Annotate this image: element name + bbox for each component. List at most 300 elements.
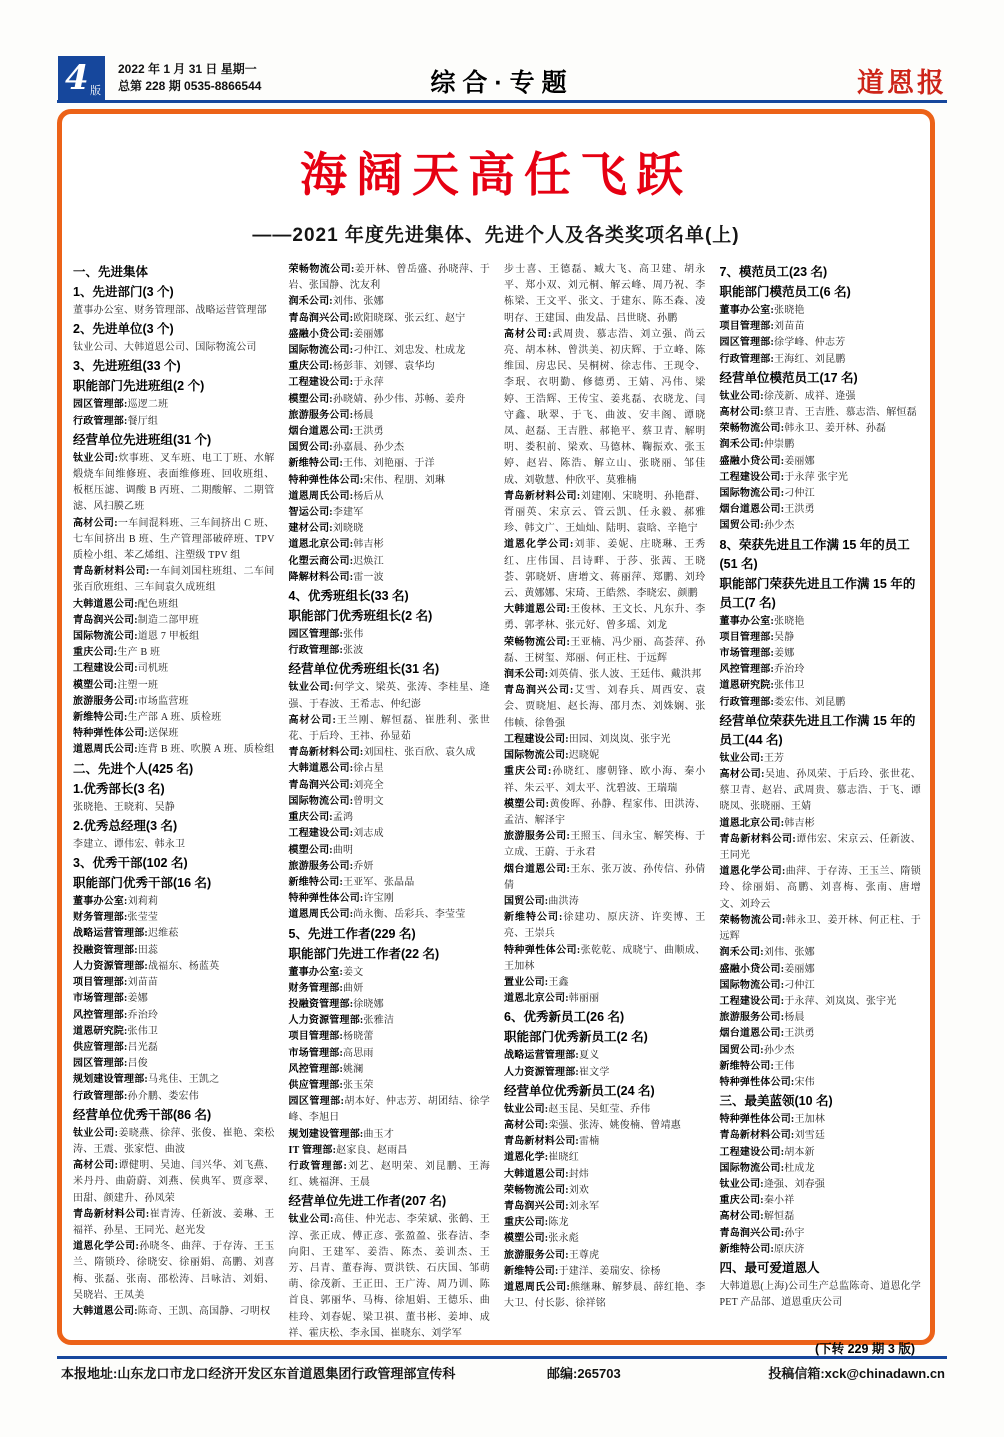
names-text: 刁仲江 xyxy=(784,488,815,500)
issue-line: 总第 228 期 0535-8866544 xyxy=(118,79,262,93)
names-text: 韩永卫、姜开林、何正柱、于远辉 xyxy=(719,914,921,943)
award-entry xyxy=(720,518,922,534)
names-text: 王亚军、张晶晶 xyxy=(343,876,415,888)
company-label: 国贸公司: xyxy=(504,895,549,907)
company-label: 润禾公司: xyxy=(504,669,549,681)
section-heading: 二、先进个人(425 名) xyxy=(73,761,194,776)
award-entry xyxy=(504,1048,706,1064)
award-entry xyxy=(73,564,275,596)
names-text: 迟维菘 xyxy=(147,928,179,940)
text-column-4 xyxy=(719,262,922,1357)
names-text: 生产 B 班 xyxy=(117,647,161,659)
names-text: 王海红、刘昆鹏 xyxy=(774,353,846,365)
award-entry xyxy=(720,1161,922,1177)
company-label: 工程建设公司: xyxy=(73,663,138,675)
award-entry xyxy=(504,667,706,683)
award-entry xyxy=(289,778,491,794)
names-text: 艾雪、刘春兵、周西安、袁会、贾晓旭、赵长海、邵月杰、刘姝娴、张伟帧、徐鲁强 xyxy=(504,685,706,729)
award-entry xyxy=(720,1226,922,1242)
subsection-heading: 经营单位优秀干部(86 名) xyxy=(73,1107,212,1122)
names-text: 田园、刘岚岚、张宇光 xyxy=(568,733,671,745)
award-entry xyxy=(73,742,275,758)
company-label: 重庆公司: xyxy=(719,1195,764,1207)
award-entry xyxy=(504,894,706,910)
article-subtitle: ——2021 年度先进集体、先进个人及各类奖项名单(上) xyxy=(252,225,740,246)
names-text: 吕光磊 xyxy=(127,1041,159,1053)
award-entry xyxy=(720,454,922,470)
award-entry xyxy=(720,1145,922,1161)
names-text: 刘国柱、张百欣、袁久成 xyxy=(363,747,476,759)
names-text: 韩永卫、姜开林、孙磊 xyxy=(784,423,887,435)
company-label: 项目管理部: xyxy=(288,1031,344,1043)
company-label: 工程建设公司: xyxy=(504,733,569,745)
company-label: 钛业公司: xyxy=(288,1214,334,1226)
names-text: 刘苗苗 xyxy=(127,977,159,989)
award-entry xyxy=(720,1075,922,1091)
section-title: 综合·专题 xyxy=(430,69,574,97)
company-label: 烟台道恩公司: xyxy=(719,504,785,516)
company-label: 风控管理部: xyxy=(73,1009,128,1021)
award-entry xyxy=(289,1212,491,1342)
award-entry xyxy=(504,635,706,667)
names-text: 王尊虎 xyxy=(568,1249,600,1261)
award-entry xyxy=(720,352,922,368)
names-text: 蔡卫青、王吉胜、慕志浩、解恒磊 xyxy=(763,407,917,419)
names-text: 制造二部甲班 xyxy=(137,614,199,626)
names-text: 一车间混料班、三车间挤出 C 班、七车间挤出 B 班、生产管理部破碎班、TPV 质检小组、苯乙烯组、注塑级 TPV 组 xyxy=(73,517,275,562)
company-label: 市场管理部: xyxy=(73,993,128,1005)
award-entry xyxy=(289,1094,491,1126)
company-label: 模塑公司: xyxy=(288,844,333,856)
names-text: 姜开林、曾岳盛、孙晓萍、于岩、张国静、沈友利 xyxy=(288,264,490,292)
names-text: 刘亮全 xyxy=(353,779,384,791)
award-entry xyxy=(504,1280,706,1312)
award-entry xyxy=(720,389,922,405)
company-label: 园区管理部: xyxy=(288,629,344,641)
names-text: 王照玉、闫永宝、解笑梅、于立成、王蔚、于永君 xyxy=(504,831,706,859)
names-text: 李建军 xyxy=(332,507,364,519)
names-text: 刘志成 xyxy=(353,828,384,840)
company-label: 国际物流公司: xyxy=(719,979,785,991)
names-text: 刘伟、张娜 xyxy=(763,947,815,959)
subsection-heading: 职能部门先进班组(2 个) xyxy=(73,379,205,394)
award-entry xyxy=(73,910,275,926)
company-label: 降解材料公司: xyxy=(288,571,354,583)
section-heading: 四、最可爱道恩人 xyxy=(719,1260,820,1275)
article-title: 海阔天高任飞跃 xyxy=(300,148,692,201)
names-text: 张伟卫 xyxy=(127,1025,159,1037)
company-label: 园区管理部: xyxy=(73,399,128,411)
edition-number: 4 xyxy=(65,58,89,98)
names-text: 刘英倩、张人波、王廷伟、戴洪邦 xyxy=(548,669,702,681)
subsection-heading: 职能部门荣获先进且工作满 15 年的员工(7 名) xyxy=(719,576,916,610)
award-entry xyxy=(289,826,491,842)
names-text: 徐茂新、成祥、逄强 xyxy=(763,390,856,402)
company-label: 高材公司: xyxy=(504,1119,549,1131)
award-entry xyxy=(73,1008,275,1024)
company-label: 重庆公司: xyxy=(288,812,333,824)
company-label: 烟台道恩公司: xyxy=(719,1028,785,1040)
edition-label: 版 xyxy=(90,85,101,97)
award-entry xyxy=(73,414,275,430)
names-text: 熊继琳、解梦晨、薛红艳、李大卫、付长影、徐祥铭 xyxy=(504,1281,706,1310)
company-label: 行政管理部: xyxy=(719,353,775,365)
award-entry xyxy=(720,767,922,816)
award-entry xyxy=(289,680,491,712)
names-text: 雷楠 xyxy=(578,1136,600,1148)
names-text: 曲洪涛 xyxy=(548,895,579,907)
names-text: 巡逻二班 xyxy=(127,399,169,411)
award-entry xyxy=(504,1199,706,1215)
award-entry xyxy=(73,1089,275,1105)
names-text: 王兰刚、解恒磊、崔胜利、张世花、于后玲、王祎、孙显茹 xyxy=(288,714,490,743)
company-label: 新维特公司: xyxy=(288,876,344,888)
company-label: 烟台道恩公司: xyxy=(288,426,354,438)
award-entry xyxy=(720,1193,922,1209)
company-label: 风控管理部: xyxy=(288,1063,344,1075)
award-entry xyxy=(73,1126,275,1158)
award-entry xyxy=(720,1010,922,1026)
company-label: 人力资源管理部: xyxy=(73,960,148,972)
award-entry xyxy=(289,761,491,777)
names-text: 乔妍 xyxy=(353,860,374,872)
names-text: 王洪勇 xyxy=(784,1028,815,1040)
award-entry xyxy=(504,602,706,634)
company-label: 重庆公司: xyxy=(73,647,118,659)
company-label: 投融资管理部: xyxy=(288,998,354,1010)
names-text: 徐占星 xyxy=(353,763,384,775)
names-line: 钛业公司、大韩道恩公司、国际物流公司 xyxy=(73,342,257,354)
award-entry xyxy=(289,875,491,891)
company-label: 投融资管理部: xyxy=(73,944,138,956)
company-label: 智运公司: xyxy=(288,507,333,519)
award-entry xyxy=(720,1242,922,1258)
header-rule xyxy=(57,100,947,103)
company-label: 青岛新材料公司: xyxy=(719,1130,795,1142)
names-text: 韩吉彬 xyxy=(353,539,384,551)
names-text: 刘永军 xyxy=(568,1200,600,1212)
company-label: 行政管理部: xyxy=(73,1090,128,1102)
names-text: 王东、张万波、孙传信、孙倩倩 xyxy=(504,863,706,891)
subsection-heading: 3、先进班组(33 个) xyxy=(73,359,181,374)
names-text: 赵家良、赵雨昌 xyxy=(336,1144,408,1156)
names-text: 张雅洁 xyxy=(363,1015,395,1027)
names-text: 胡本新 xyxy=(784,1146,815,1158)
footer-rule xyxy=(57,1356,947,1359)
names-text: 于永萍 xyxy=(353,377,384,389)
company-label: 模塑公司: xyxy=(288,393,333,405)
award-entry xyxy=(289,713,491,745)
subsection-heading: 经营单位先进班组(31 个) xyxy=(73,432,212,447)
subsection-heading: 职能部门优秀干部(16 名) xyxy=(73,876,212,891)
company-label: 青岛新材料公司: xyxy=(719,833,796,845)
company-label: 青岛新材料公司: xyxy=(504,490,581,502)
award-entry xyxy=(504,797,706,829)
company-label: 项目管理部: xyxy=(719,321,775,333)
page-header xyxy=(57,54,947,103)
award-entry xyxy=(73,1024,275,1040)
award-entry xyxy=(289,965,491,981)
company-label: 钛业公司: xyxy=(288,682,334,694)
award-entry xyxy=(73,678,275,694)
award-entry xyxy=(289,997,491,1013)
company-label: 大韩道恩公司: xyxy=(504,1168,569,1180)
company-label: 人力资源管理部: xyxy=(288,1015,364,1027)
names-text: 姜丽娜 xyxy=(784,455,815,467)
award-entry xyxy=(504,1183,706,1199)
award-entry xyxy=(289,907,491,923)
company-label: 新维特公司: xyxy=(504,1265,559,1277)
company-label: 道恩周氏公司: xyxy=(288,490,354,502)
award-entry xyxy=(720,1112,922,1128)
names-text: 宋伟、程朋、刘琳 xyxy=(363,474,446,486)
names-text: 孟鸿 xyxy=(332,812,354,824)
award-entry xyxy=(73,991,275,1007)
award-entry xyxy=(73,1040,275,1056)
names-text: 高佳、仲光志、李荣斌、张鹤、王淳、张正成、傅正彦、张盈盈、张春洁、李向阳、王建军、姜浩、陈杰、姜训杰、王芳、吕青、董春海、贾洪铁、石庆国、邹萌萌、徐茂新、王正田、王广涛、周乃训、陈首良、郭丽华、马梅、徐旭娟、王德乐、曲桂玲、刘春妮、梁卫祺、董书彬、姜坤、成祥、霍庆松、李永国、崔晓东、刘学军 xyxy=(288,1214,490,1339)
company-label: 青岛新材料公司: xyxy=(73,566,150,578)
award-entry xyxy=(289,311,491,327)
award-entry xyxy=(289,537,491,553)
award-entry xyxy=(504,829,706,861)
company-label: 钛业公司: xyxy=(719,390,764,402)
award-entry xyxy=(289,440,491,456)
company-label: 置业公司: xyxy=(504,976,549,988)
names-text: 餐厅组 xyxy=(127,415,159,427)
names-text: 姜文 xyxy=(343,966,364,978)
names-text: 王鑫 xyxy=(548,976,569,988)
award-entry xyxy=(289,643,491,659)
names-text: 曲玉才 xyxy=(363,1128,395,1140)
company-label: 财务管理部: xyxy=(73,912,128,924)
award-entry xyxy=(504,1065,706,1081)
company-label: 新维特公司: xyxy=(288,458,344,470)
company-label: 国贸公司: xyxy=(719,1044,764,1056)
award-entry xyxy=(720,962,922,978)
names-text: 秦小祥 xyxy=(763,1195,795,1207)
company-label: 国贸公司: xyxy=(719,520,764,532)
section-heading: 一、先进集体 xyxy=(73,265,149,279)
company-label: 高材公司: xyxy=(288,714,337,726)
award-entry xyxy=(504,910,706,942)
company-label: 旅游服务公司: xyxy=(504,1249,569,1261)
award-entry xyxy=(73,613,275,629)
award-entry xyxy=(720,1177,922,1193)
company-label: 行政管理部: xyxy=(719,696,775,708)
award-entry xyxy=(289,489,491,505)
names-line: 李建立、谭伟宏、韩永卫 xyxy=(73,838,186,850)
company-label: 特种弹性体公司: xyxy=(719,1114,795,1126)
names-text: 杨晨 xyxy=(784,1012,805,1024)
subsection-heading: 7、模范员工(23 名) xyxy=(719,265,828,279)
names-text: 刘晓晓 xyxy=(332,523,364,535)
names-text: 解恒磊 xyxy=(763,1211,795,1223)
names-text: 吴静 xyxy=(774,631,795,643)
company-label: 钛业公司: xyxy=(719,1178,764,1190)
award-entry xyxy=(504,1231,706,1247)
company-label: 财务管理部: xyxy=(288,982,344,994)
award-entry xyxy=(720,319,922,335)
award-entry xyxy=(720,614,922,630)
names-text: 战福东、杨蓝英 xyxy=(147,960,220,972)
page-footer xyxy=(57,1363,947,1383)
names-text: 杨彭菲、刘镠、袁华均 xyxy=(332,361,435,373)
company-label: 工程建设公司: xyxy=(719,1146,785,1158)
company-label: 园区管理部: xyxy=(73,1058,128,1070)
award-entry xyxy=(73,975,275,991)
names-text: 刘莉莉 xyxy=(127,896,159,908)
names-text: 崔青涛、任新波、姜琳、王福祥、孙星、王同光、赵光发 xyxy=(73,1208,275,1236)
names-text: 吕俊 xyxy=(127,1058,148,1070)
award-entry xyxy=(73,959,275,975)
names-text: 娄宏伟、刘昆鹏 xyxy=(774,696,846,708)
award-entry xyxy=(720,1128,922,1144)
company-label: 盛融小贷公司: xyxy=(719,455,785,467)
names-text: 谭健明、吴迪、闫兴华、刘飞燕、米丹丹、曲蔚蔚、刘燕、侯典军、贾彦翠、田甜、颜建升、孙凤荣 xyxy=(73,1160,275,1204)
names-text: 孙嘉晨、孙少杰 xyxy=(332,442,405,454)
names-text: 迟焕江 xyxy=(353,555,384,567)
award-entry xyxy=(289,327,491,343)
award-entry xyxy=(504,1102,706,1118)
company-label: 特种弹性体公司: xyxy=(288,474,364,486)
company-label: 荣畅物流公司: xyxy=(504,1184,569,1196)
names-text: 刘欢 xyxy=(568,1184,590,1196)
subsection-heading: 5、先进工作者(229 名) xyxy=(288,926,416,941)
company-label: 荣畅物流公司: xyxy=(288,264,355,275)
company-label: 道恩周氏公司: xyxy=(73,744,138,756)
names-text: 司机班 xyxy=(137,663,169,675)
names-text: 王亚楠、冯少丽、高荟萍、孙磊、王树玺、郑丽、何正柱、于远辉 xyxy=(504,636,706,664)
subsection-heading: 经营单位模范员工(17 名) xyxy=(719,370,858,385)
names-text: 高思雨 xyxy=(343,1047,374,1059)
subsection-heading: 职能部门优秀班组长(2 名) xyxy=(288,609,433,624)
award-entry xyxy=(73,597,275,613)
company-label: 荣畅物流公司: xyxy=(719,423,785,435)
names-text: 宋伟 xyxy=(794,1076,815,1088)
company-label: 规划建设管理部: xyxy=(288,1128,364,1140)
names-text: 王加林 xyxy=(794,1114,826,1126)
company-label: 荣畅物流公司: xyxy=(719,914,786,926)
company-label: 国际物流公司: xyxy=(719,1162,785,1174)
names-text: 马兆佳、王凯之 xyxy=(147,1074,220,1086)
names-text: 送保班 xyxy=(147,728,179,740)
award-entry xyxy=(504,683,706,732)
company-label: 高材公司: xyxy=(719,407,764,419)
award-entry xyxy=(289,981,491,997)
names-text: 市场监营班 xyxy=(137,695,189,707)
company-label: 国贸公司: xyxy=(288,442,333,454)
company-label: 行政管理部: xyxy=(288,645,344,657)
company-label: 道恩研究院: xyxy=(73,1025,128,1037)
subsection-heading: 4、优秀班组长(33 名) xyxy=(288,589,409,604)
company-label: 行政管理部: xyxy=(73,415,128,427)
company-label: 高材公司: xyxy=(504,328,552,340)
award-entry xyxy=(289,627,491,643)
names-text: 乔治玲 xyxy=(774,664,805,676)
award-entry xyxy=(720,630,922,646)
subsection-heading: 经营单位荣获先进且工作满 15 年的员工(44 名) xyxy=(719,713,916,747)
company-label: 董事办公室: xyxy=(73,896,128,908)
award-entry xyxy=(289,359,491,375)
award-entry xyxy=(720,646,922,662)
company-label: 工程建设公司: xyxy=(719,995,785,1007)
names-text: 陈奇、王凯、高国静、刁明权 xyxy=(137,1305,271,1317)
award-entry xyxy=(504,1215,706,1231)
company-label: 青岛润兴公司: xyxy=(73,614,138,626)
company-label: 道恩周氏公司: xyxy=(504,1281,571,1293)
award-entry xyxy=(289,375,491,391)
company-label: 道恩化学公司: xyxy=(504,539,574,551)
company-label: 高材公司: xyxy=(719,769,765,781)
names-text: 王伟 xyxy=(774,1060,795,1072)
award-entry xyxy=(73,629,275,645)
names-text: 张永彪 xyxy=(548,1233,579,1245)
award-entry xyxy=(504,732,706,748)
names-text: 雷一波 xyxy=(353,571,384,583)
company-label: 董事办公室: xyxy=(719,305,775,316)
company-label: 战略运营管理部: xyxy=(504,1050,579,1062)
award-entry xyxy=(720,678,922,694)
company-label: 国际物流公司: xyxy=(73,631,138,643)
names-text: 黄俊晖、孙静、程家伟、田洪涛、孟洁、解泽宇 xyxy=(504,798,706,826)
subsection-heading: 1、先进部门(3 个) xyxy=(73,285,174,299)
award-entry xyxy=(73,1304,275,1320)
names-text: 武周贵、慕志浩、刘立强、尚云亮、胡本林、曾洪美、初庆辉、于立峰、陈维国、房忠民、吴桐树、徐志伟、王现令、李珉、衣明勤、修德勇、王婧、冯伟、梁婷、王浩辉、王传宝、姜兆磊、衣晓龙、闫守鑫、耿翠、于飞、曲波、安丰阁、谭晓凤、赵磊、王吉胜、郝艳平、蔡卫青、解明明、娄积前、梁欢、马德林、鞠振欢、张玉婷、赵岩、陈浩、解立山、张晓丽、邹佳成、刘敬慧、仲欣平、莫雅楠 xyxy=(504,328,706,486)
names-text: 姜娜 xyxy=(774,648,795,660)
names-text: 刁仲江 xyxy=(784,979,815,991)
names-text: 曲明 xyxy=(332,844,354,856)
award-entry xyxy=(720,437,922,453)
names-text: 徐建功、原庆济、许奕博、王亮、王崇兵 xyxy=(504,912,706,940)
award-entry xyxy=(720,1043,922,1059)
names-text: 道恩 7 甲板组 xyxy=(137,631,200,643)
names-text: 王芳 xyxy=(763,752,785,764)
company-label: 青岛润兴公司: xyxy=(504,685,574,697)
names-text: 孙晓红、廖朝锋、欧小海、秦小祥、朱云平、刘太平、沈碧波、王瑞瑞 xyxy=(504,766,706,794)
award-entry xyxy=(289,1159,491,1191)
subsection-heading: 职能部门模范员工(6 名) xyxy=(719,285,851,299)
company-label: 建材公司: xyxy=(288,523,333,535)
company-label: 大韩道恩公司: xyxy=(288,763,354,775)
names-text: 王洪勇 xyxy=(353,426,384,438)
award-entry xyxy=(73,726,275,742)
company-label: 旅游服务公司: xyxy=(288,860,354,872)
award-entry xyxy=(73,1207,275,1239)
names-text: 何学文、梁英、张涛、李桂星、逄强、于春波、王希志、仲纪澎 xyxy=(288,682,490,710)
award-entry xyxy=(73,661,275,677)
names-text: 王俊林、王文长、凡东升、李勇、郭孝林、张元好、曾多瑶、刘龙 xyxy=(504,604,706,632)
names-text: 杜成龙 xyxy=(784,1162,815,1174)
award-entry xyxy=(504,1134,706,1150)
award-entry xyxy=(720,470,922,486)
company-label: 市场管理部: xyxy=(288,1047,344,1059)
company-label: 董事办公室: xyxy=(719,615,775,627)
award-entry xyxy=(720,303,922,319)
names-text: 张伟卫 xyxy=(774,680,805,692)
names-text: 刘雪廷 xyxy=(794,1130,826,1142)
names-text: 孙晓婧、孙少伟、苏畅、姜舟 xyxy=(332,393,466,405)
award-entry xyxy=(289,859,491,875)
company-label: 新维特公司: xyxy=(73,712,128,724)
names-text: 孙少杰 xyxy=(763,1044,795,1056)
award-entry xyxy=(289,294,491,310)
company-label: 风控管理部: xyxy=(719,664,775,676)
award-entry xyxy=(289,1143,491,1159)
company-label: 青岛润兴公司: xyxy=(504,1200,569,1212)
footer-address: 本报地址:山东龙口市龙口经济开发区东首道恩集团行政管理部宣传科 xyxy=(61,1366,456,1381)
company-label: 特种弹性体公司: xyxy=(73,728,148,740)
names-text: 韩丽丽 xyxy=(568,993,600,1005)
